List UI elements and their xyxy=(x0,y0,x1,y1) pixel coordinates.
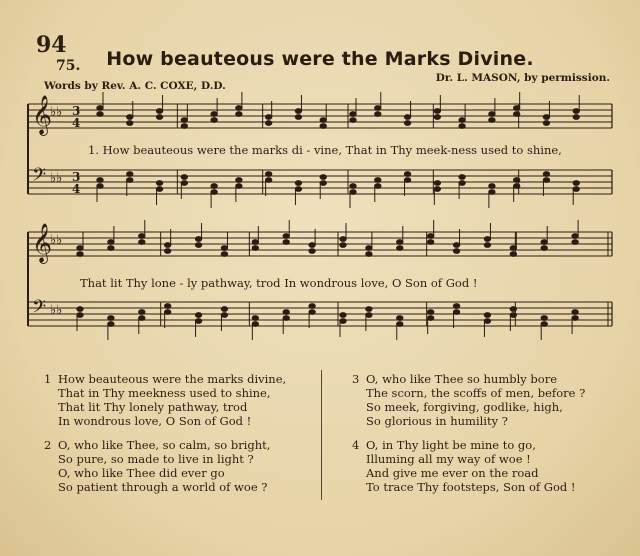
note-head xyxy=(397,322,403,327)
note-head xyxy=(489,118,495,123)
note-head xyxy=(397,246,403,251)
verse-number: 1 xyxy=(44,372,52,386)
verse-column-divider xyxy=(321,370,322,500)
note-head xyxy=(252,322,258,327)
note-head xyxy=(236,106,242,111)
verse-line: So meek, forgiving, godlike, high, xyxy=(366,400,563,414)
verse-line: So glorious in humility ? xyxy=(366,414,508,428)
note-head xyxy=(156,109,162,114)
note-head xyxy=(265,178,271,183)
note-head xyxy=(252,246,258,251)
note-head xyxy=(573,115,579,120)
note-head xyxy=(397,240,403,245)
note-head xyxy=(236,178,242,183)
note-head xyxy=(340,237,346,242)
note-head xyxy=(434,115,440,120)
note-head xyxy=(427,240,433,245)
note-head xyxy=(108,240,114,245)
note-head xyxy=(283,240,289,245)
note-head xyxy=(97,184,103,189)
verse-line: To trace Thy footsteps, Son of God ! xyxy=(366,480,576,494)
note-head xyxy=(350,118,356,123)
verse-line: The scorn, the scoffs of men, before ? xyxy=(366,386,586,400)
note-head xyxy=(221,246,227,251)
note-head xyxy=(340,243,346,248)
note-head xyxy=(195,313,201,318)
note-head xyxy=(127,172,133,177)
note-head xyxy=(489,112,495,117)
key-signature: ♭♭ xyxy=(50,303,63,318)
note-head xyxy=(340,313,346,318)
note-head xyxy=(221,252,227,257)
hymn-title: How beauteous were the Marks Divine. xyxy=(106,48,534,70)
note-head xyxy=(164,310,170,315)
key-signature: ♭♭ xyxy=(50,233,63,248)
note-head xyxy=(427,316,433,321)
time-signature: 4 xyxy=(72,116,81,130)
verse-4 xyxy=(352,438,576,494)
note-head xyxy=(97,106,103,111)
note-head xyxy=(295,109,301,114)
note-head xyxy=(77,313,83,318)
verse-line: O, in Thy light be mine to go, xyxy=(366,438,536,452)
note-head xyxy=(295,115,301,120)
note-head xyxy=(572,310,578,315)
note-head xyxy=(573,109,579,114)
note-head xyxy=(541,316,547,321)
verse-number: 2 xyxy=(44,438,52,452)
verse-1 xyxy=(44,372,286,428)
note-head xyxy=(139,234,145,239)
note-head xyxy=(108,322,114,327)
note-head xyxy=(181,124,187,129)
note-head xyxy=(543,115,549,120)
note-head xyxy=(404,172,410,177)
note-head xyxy=(484,243,490,248)
note-head xyxy=(265,121,271,126)
note-head xyxy=(139,316,145,321)
note-head xyxy=(156,181,162,186)
treble-clef: 𝄞 xyxy=(32,223,53,263)
key-signature: ♭♭ xyxy=(50,171,63,186)
note-head xyxy=(366,307,372,312)
note-head xyxy=(221,307,227,312)
note-head xyxy=(459,118,465,123)
note-head xyxy=(309,310,315,315)
note-head xyxy=(366,246,372,251)
note-head xyxy=(181,181,187,186)
verse-3 xyxy=(352,372,585,428)
note-head xyxy=(320,118,326,123)
verse-line: That lit Thy lonely pathway, trod xyxy=(58,400,248,414)
note-head xyxy=(127,178,133,183)
verse-line: So pure, so made to live in light ? xyxy=(58,452,254,466)
note-head xyxy=(156,115,162,120)
note-head xyxy=(543,121,549,126)
note-head xyxy=(404,121,410,126)
words-credit: Words by Rev. A. C. COXE, D.D. xyxy=(44,80,226,92)
note-head xyxy=(195,237,201,242)
note-head xyxy=(211,118,217,123)
note-head xyxy=(375,184,381,189)
note-head xyxy=(164,249,170,254)
note-head xyxy=(108,246,114,251)
note-head xyxy=(164,243,170,248)
note-head xyxy=(543,172,549,177)
note-head xyxy=(427,234,433,239)
page-number: 94 xyxy=(36,32,67,58)
note-head xyxy=(265,115,271,120)
note-head xyxy=(139,240,145,245)
note-head xyxy=(366,313,372,318)
note-head xyxy=(489,190,495,195)
note-head xyxy=(453,249,459,254)
note-head xyxy=(252,316,258,321)
note-head xyxy=(375,112,381,117)
note-head xyxy=(265,172,271,177)
note-head xyxy=(573,187,579,192)
note-head xyxy=(404,115,410,120)
note-head xyxy=(252,240,258,245)
note-head xyxy=(181,118,187,123)
lyric-line-1: 1. How beauteous were the marks di - vine, That in Thy meek-ness used to shine, xyxy=(88,143,562,157)
note-head xyxy=(156,187,162,192)
time-signature: 3 xyxy=(72,170,81,184)
note-head xyxy=(453,310,459,315)
note-head xyxy=(211,190,217,195)
verse-line: How beauteous were the marks divine, xyxy=(58,372,287,386)
note-head xyxy=(295,187,301,192)
note-head xyxy=(541,246,547,251)
verse-line: In wondrous love, O Son of God ! xyxy=(58,414,252,428)
note-head xyxy=(320,175,326,180)
note-head xyxy=(97,112,103,117)
verse-line: O, who like Thee did ever go xyxy=(58,466,225,480)
key-signature: ♭♭ xyxy=(50,105,63,120)
note-head xyxy=(283,310,289,315)
note-head xyxy=(434,187,440,192)
note-head xyxy=(453,243,459,248)
lyric-line-2: That lit Thy lone - ly pathway, trod In wondrous love, O Son of God ! xyxy=(80,276,478,290)
note-head xyxy=(340,319,346,324)
note-head xyxy=(350,112,356,117)
note-head xyxy=(572,240,578,245)
note-head xyxy=(350,184,356,189)
hymn-number: 75. xyxy=(56,58,81,74)
note-head xyxy=(77,307,83,312)
note-head xyxy=(195,319,201,324)
time-signature: 3 xyxy=(72,104,81,118)
note-head xyxy=(295,181,301,186)
note-head xyxy=(221,313,227,318)
note-head xyxy=(77,246,83,251)
bass-clef: 𝄢 xyxy=(32,165,47,190)
note-head xyxy=(427,310,433,315)
note-head xyxy=(375,106,381,111)
music-credit: Dr. L. MASON, by permission. xyxy=(435,72,610,84)
note-head xyxy=(309,249,315,254)
verse-line: O, who like Thee so humbly bore xyxy=(366,372,558,386)
note-head xyxy=(309,243,315,248)
note-head xyxy=(127,121,133,126)
note-head xyxy=(459,181,465,186)
note-head xyxy=(283,316,289,321)
note-head xyxy=(541,240,547,245)
note-head xyxy=(320,181,326,186)
note-head xyxy=(459,124,465,129)
verse-line: That in Thy meekness used to shine, xyxy=(58,386,271,400)
note-head xyxy=(97,178,103,183)
note-head xyxy=(375,178,381,183)
note-head xyxy=(404,178,410,183)
note-head xyxy=(484,237,490,242)
note-head xyxy=(366,252,372,257)
verse-number: 3 xyxy=(352,372,360,386)
verse-line: So patient through a world of woe ? xyxy=(58,480,268,494)
verse-2 xyxy=(44,438,270,494)
note-head xyxy=(572,316,578,321)
treble-clef: 𝄞 xyxy=(32,95,53,135)
note-head xyxy=(211,112,217,117)
note-head xyxy=(108,316,114,321)
note-head xyxy=(283,234,289,239)
note-head xyxy=(309,304,315,309)
note-head xyxy=(543,178,549,183)
note-head xyxy=(236,184,242,189)
note-head xyxy=(350,190,356,195)
note-head xyxy=(484,319,490,324)
note-head xyxy=(236,112,242,117)
note-head xyxy=(320,124,326,129)
verse-number: 4 xyxy=(352,438,360,452)
note-head xyxy=(211,184,217,189)
note-head xyxy=(572,234,578,239)
note-head xyxy=(164,304,170,309)
note-head xyxy=(195,243,201,248)
note-head xyxy=(127,115,133,120)
note-head xyxy=(459,175,465,180)
note-head xyxy=(181,175,187,180)
note-head xyxy=(77,252,83,257)
note-head xyxy=(484,313,490,318)
note-head xyxy=(489,184,495,189)
note-head xyxy=(453,304,459,309)
time-signature: 4 xyxy=(72,182,81,196)
verse-line: And give me ever on the road xyxy=(366,466,539,480)
note-head xyxy=(573,181,579,186)
note-head xyxy=(139,310,145,315)
note-head xyxy=(397,316,403,321)
verse-line: Illuming all my way of woe ! xyxy=(366,452,531,466)
bass-clef: 𝄢 xyxy=(32,297,47,322)
verse-line: O, who like Thee, so calm, so bright, xyxy=(58,438,271,452)
note-head xyxy=(434,109,440,114)
note-head xyxy=(541,322,547,327)
note-head xyxy=(434,181,440,186)
